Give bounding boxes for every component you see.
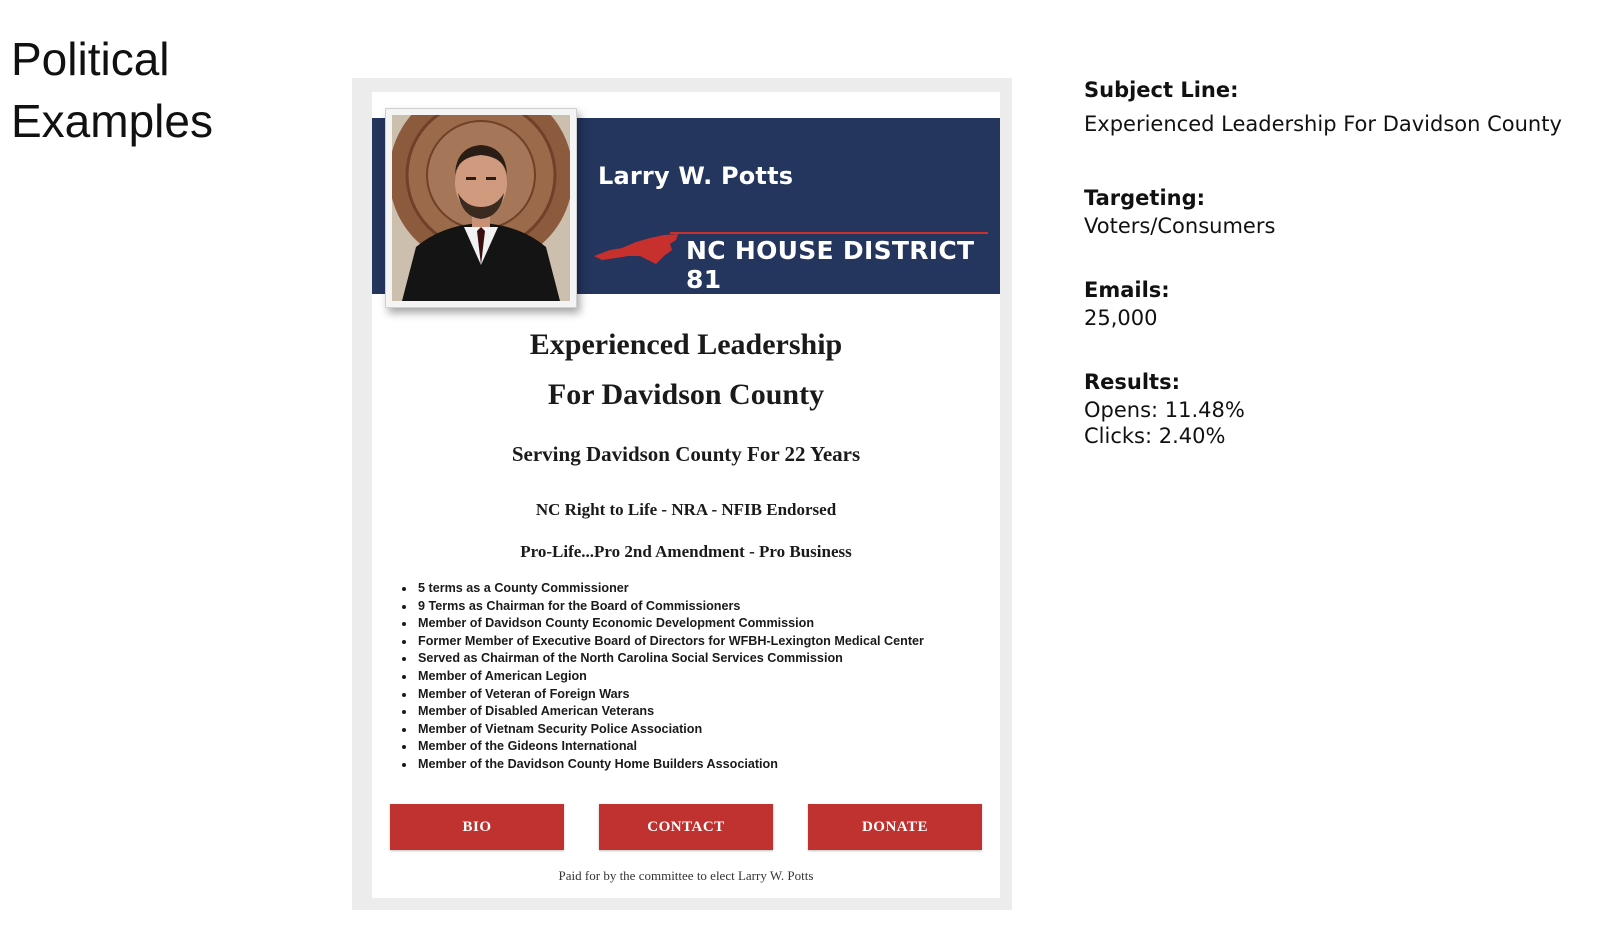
bio-button[interactable]: BIO bbox=[390, 804, 564, 850]
clicks-value: Clicks: 2.40% bbox=[1084, 424, 1226, 448]
slide-title bbox=[11, 28, 213, 152]
subject-line-value: Experienced Leadership For Davidson County bbox=[1084, 112, 1562, 136]
targeting-value: Voters/Consumers bbox=[1084, 214, 1276, 238]
list-item: • Member of Vietnam Security Police Association bbox=[416, 721, 1000, 739]
headline-line1: Experienced Leadership bbox=[529, 328, 843, 361]
endorsements: NC Right to Life - NRA - NFIB Endorsed bbox=[535, 500, 837, 519]
targeting-label: Targeting: bbox=[1084, 186, 1206, 210]
donate-button[interactable]: DONATE bbox=[808, 804, 982, 850]
accomplishments-list bbox=[398, 580, 1000, 774]
targeting-group bbox=[1084, 186, 1275, 238]
district-label: NC HOUSE DISTRICT 81 bbox=[686, 236, 975, 294]
candidate-photo bbox=[392, 115, 570, 301]
slide-title-line1: Political bbox=[11, 33, 170, 85]
list-item: • 9 Terms as Chairman for the Board of Commissioners bbox=[416, 598, 1000, 616]
list-item: • Member of the Davidson County Home Builders Association bbox=[416, 756, 1000, 774]
emails-label: Emails: bbox=[1084, 278, 1170, 302]
list-item: • Member of Veteran of Foreign Wars bbox=[416, 686, 1000, 704]
list-item: • Member of Disabled American Veterans bbox=[416, 703, 1000, 721]
list-item: • Served as Chairman of the North Carolina Social Services Commission bbox=[416, 650, 1000, 668]
emails-group bbox=[1084, 278, 1170, 330]
opens-value: Opens: 11.48% bbox=[1084, 398, 1245, 422]
list-item: • Member of American Legion bbox=[416, 668, 1000, 686]
candidate-name: Larry W. Potts bbox=[598, 162, 794, 190]
subject-line-group bbox=[1084, 78, 1562, 136]
subheadline: Serving Davidson County For 22 Years bbox=[511, 442, 861, 466]
headline-line2: For Davidson County bbox=[547, 378, 825, 411]
list-item: • Member of the Gideons International bbox=[416, 738, 1000, 756]
positions: Pro-Life...Pro 2nd Amendment - Pro Business bbox=[520, 542, 852, 561]
north-carolina-map-icon bbox=[592, 230, 680, 266]
list-item: • Member of Davidson County Economic Development Commission bbox=[416, 615, 1000, 633]
candidate-photo-frame bbox=[385, 108, 577, 308]
slide-title-line2: Examples bbox=[11, 95, 213, 147]
emails-value: 25,000 bbox=[1084, 306, 1158, 330]
results-group bbox=[1084, 370, 1245, 448]
list-item: • 5 terms as a County Commissioner bbox=[416, 580, 1000, 598]
contact-button[interactable]: CONTACT bbox=[599, 804, 773, 850]
subject-line-label: Subject Line: bbox=[1084, 78, 1239, 102]
email-preview bbox=[352, 78, 1012, 910]
paid-for-disclaimer: Paid for by the committee to elect Larry W. Potts bbox=[558, 868, 814, 883]
email-body bbox=[372, 92, 1000, 898]
results-label: Results: bbox=[1084, 370, 1180, 394]
banner-divider bbox=[670, 232, 988, 234]
list-item: • Former Member of Executive Board of Directors for WFBH-Lexington Medical Center bbox=[416, 633, 1000, 651]
